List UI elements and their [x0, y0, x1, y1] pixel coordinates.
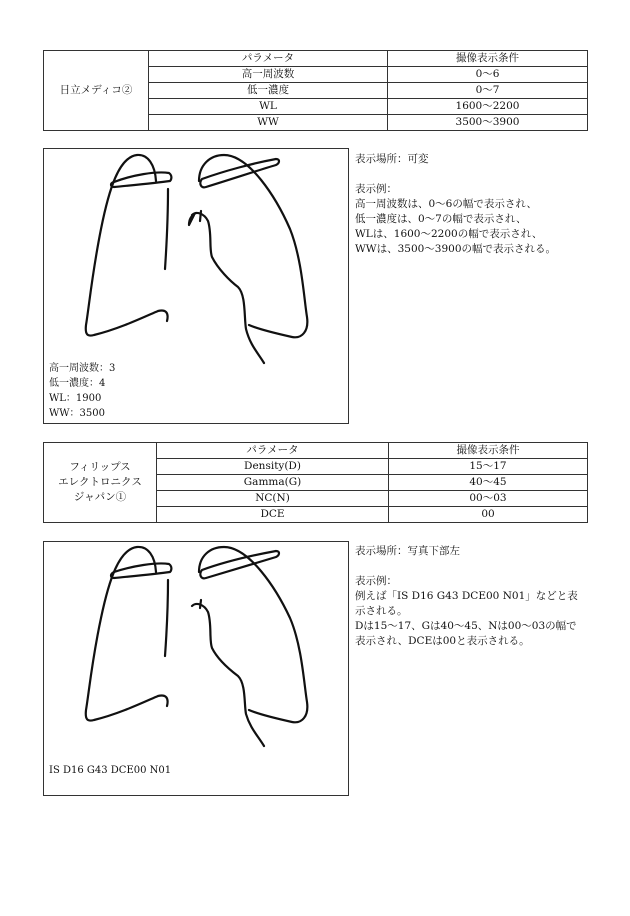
value-cell: 3500〜3900: [388, 115, 588, 131]
header-parameter: パラメータ: [149, 51, 388, 67]
lung-outline-drawing: [44, 542, 350, 797]
value-cell: 00〜03: [389, 491, 588, 507]
param-cell: 低一濃度: [149, 83, 388, 99]
example-label: 表示例：: [355, 183, 397, 195]
overlay-text: [49, 763, 171, 778]
header-parameter: パラメータ: [157, 443, 389, 459]
overlay-line: WW：3500: [49, 408, 106, 419]
desc-line: WLは、1600〜2200の幅で表示され、: [355, 228, 543, 240]
param-cell: WW: [149, 115, 388, 131]
parameter-table-hitachi: [43, 50, 588, 131]
value-cell: 0〜6: [388, 67, 588, 83]
value-cell: 1600〜2200: [388, 99, 588, 115]
maker-line: エレクトロニクス: [58, 476, 142, 488]
display-location: 表示場所：写真下部左: [355, 545, 460, 557]
param-cell: NC(N): [157, 491, 389, 507]
desc-line: WWは、3500〜3900の幅で表示される。: [355, 243, 557, 255]
description-1: [355, 152, 556, 257]
overlay-line: 高一周波数：3: [49, 363, 116, 374]
overlay-line: 低一濃度：4: [49, 378, 106, 389]
param-cell: Density(D): [157, 459, 389, 475]
header-condition: 撮像表示条件: [388, 51, 588, 67]
value-cell: 40〜45: [389, 475, 588, 491]
header-condition: 撮像表示条件: [389, 443, 588, 459]
overlay-line: WL：1900: [49, 393, 102, 404]
maker-line: フィリップス: [69, 461, 131, 473]
value-cell: 15〜17: [389, 459, 588, 475]
param-cell: DCE: [157, 507, 389, 523]
desc-line: 示される。: [355, 605, 408, 617]
maker-cell: 日立メディコ②: [44, 51, 149, 131]
param-cell: Gamma(G): [157, 475, 389, 491]
maker-cell: [44, 443, 157, 523]
description-2: [355, 544, 578, 649]
param-cell: WL: [149, 99, 388, 115]
xray-figure-2: [43, 541, 349, 796]
example-label: 表示例：: [355, 575, 397, 587]
maker-line: ジャパン①: [73, 491, 127, 503]
parameter-table-philips: [43, 442, 588, 523]
value-cell: 0〜7: [388, 83, 588, 99]
param-cell: 高一周波数: [149, 67, 388, 83]
desc-line: 例えば「IS D16 G43 DCE00 N01」などと表: [355, 590, 578, 602]
display-location: 表示場所：可変: [355, 153, 429, 165]
overlay-text: [49, 361, 115, 421]
desc-line: Dは15〜17、Gは40〜45、Nは00〜03の幅で: [355, 620, 577, 632]
xray-figure-1: [43, 148, 349, 424]
desc-line: 低一濃度は、0〜7の幅で表示され、: [355, 213, 527, 225]
value-cell: 00: [389, 507, 588, 523]
desc-line: 表示され、DCEは00と表示される。: [355, 635, 530, 647]
overlay-line: IS D16 G43 DCE00 N01: [49, 765, 172, 776]
desc-line: 高一周波数は、0〜6の幅で表示され、: [355, 198, 537, 210]
